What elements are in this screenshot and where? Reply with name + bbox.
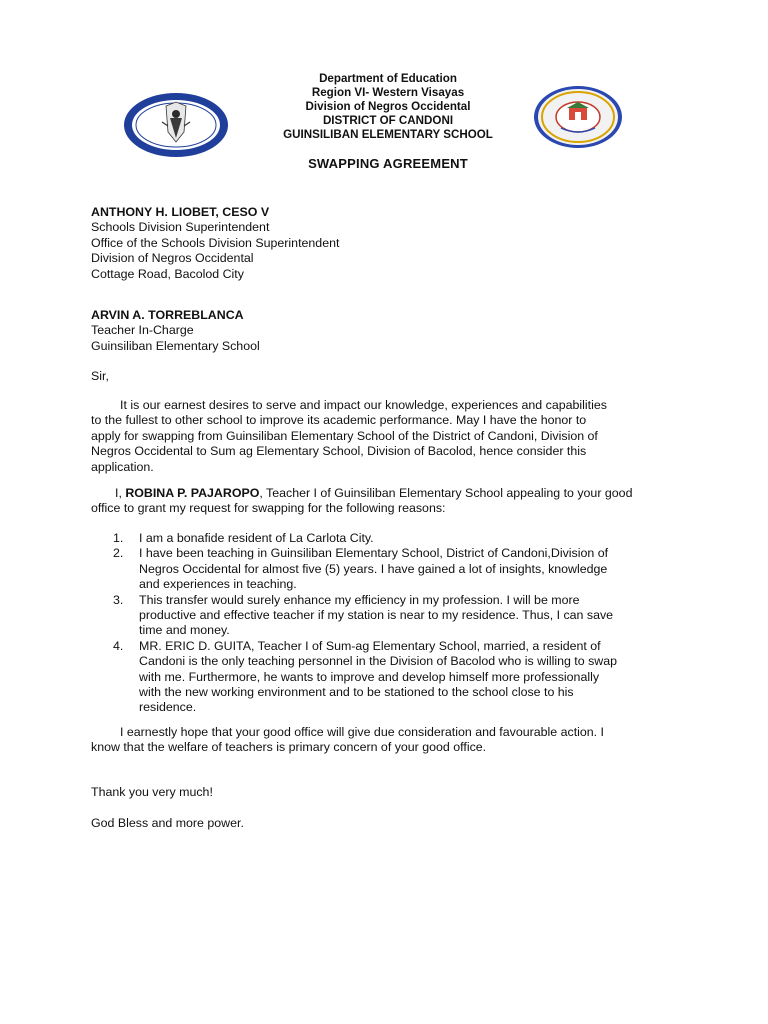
closing-blessing: God Bless and more power. xyxy=(91,816,244,830)
paragraph-line: apply for swapping from Guinsiliban Elementary School of the District of Candoni, Division of xyxy=(91,428,598,443)
deped-seal-logo xyxy=(122,92,230,158)
paragraph-intro xyxy=(91,398,681,475)
paragraph-request xyxy=(91,725,681,756)
letterhead-school: GUINSILIBAN ELEMENTARY SCHOOL xyxy=(283,128,493,141)
paragraph-line: know that the welfare of teachers is primary concern of your good office. xyxy=(91,740,487,755)
via-line: Teacher In-Charge xyxy=(91,323,194,338)
school-seal-logo xyxy=(531,84,625,150)
letterhead-region: Region VI- Western Visayas xyxy=(311,86,465,99)
salutation: Sir, xyxy=(91,369,109,383)
paragraph-line: It is our earnest desires to serve and impact our knowledge, experiences and capabilities xyxy=(120,398,607,412)
letterhead-department: Department of Education xyxy=(319,72,457,85)
list-number: 3. xyxy=(113,592,124,607)
paragraph-line: office to grant my request for swapping for the following reasons: xyxy=(91,501,446,516)
paragraph-line: application. xyxy=(91,459,154,474)
paragraph-line: I earnestly hope that your good office will give due consideration and favourable action. I xyxy=(120,725,605,739)
list-line: with me. Furthermore, he wants to improve and develop himself more professionally xyxy=(139,669,600,684)
list-line: I have been teaching in Guinsiliban Elementary School, District of Candoni,Division of xyxy=(139,546,609,561)
reasons-list xyxy=(91,531,671,716)
applicant-text: , Teacher I of Guinsiliban Elementary School appealing to your good xyxy=(259,486,633,500)
recipient-name: ANTHONY H. LIOBET, CESO V xyxy=(91,205,270,219)
list-line: Candoni is the only teaching personnel in the Division of Bacolod who is willing to swap xyxy=(139,654,618,669)
applicant-prefix: I, xyxy=(115,486,126,500)
list-line: time and money. xyxy=(139,623,230,638)
list-item xyxy=(91,546,671,592)
via-address xyxy=(91,308,671,354)
list-line: I am a bonafide resident of La Carlota City. xyxy=(139,531,374,545)
paragraph-line: Negros Occidental to Sum ag Elementary School, Division of Bacolod, hence consider this xyxy=(91,444,587,459)
via-line: Guinsiliban Elementary School xyxy=(91,338,260,353)
paragraph-applicant xyxy=(91,486,681,517)
via-name: ARVIN A. TORREBLANCA xyxy=(91,308,244,322)
list-number: 1. xyxy=(113,531,124,545)
list-line: MR. ERIC D. GUITA, Teacher I of Sum-ag Elementary School, married, a resident of xyxy=(139,638,601,653)
recipient-line: Cottage Road, Bacolod City xyxy=(91,266,244,281)
list-line: productive and effective teacher if my station is near to my residence. Thus, I can save xyxy=(139,608,614,623)
list-line: Negros Occidental for almost five (5) years. I have gained a lot of insights, knowledge xyxy=(139,561,608,576)
list-line: with the new working environment and to be stationed to the school close to his xyxy=(139,685,574,700)
applicant-name: ROBINA P. PAJAROPO xyxy=(125,486,260,500)
list-number: 2. xyxy=(113,546,124,561)
letterhead xyxy=(240,72,536,142)
letterhead-division: Division of Negros Occidental xyxy=(305,100,471,113)
recipient-line: Office of the Schools Division Superintendent xyxy=(91,235,340,250)
closing-thanks: Thank you very much! xyxy=(91,785,213,799)
recipient-line: Schools Division Superintendent xyxy=(91,220,270,235)
list-item xyxy=(91,639,671,716)
list-line: This transfer would surely enhance my efficiency in my profession. I will be more xyxy=(139,592,580,607)
paragraph-line: to the fullest to other school to improve its academic performance. May I have the honor to xyxy=(91,413,587,428)
list-item xyxy=(91,593,671,639)
document-title: SWAPPING AGREEMENT xyxy=(308,156,468,171)
recipient-line: Division of Negros Occidental xyxy=(91,251,254,266)
list-line: residence. xyxy=(139,700,197,715)
list-line: and experiences in teaching. xyxy=(139,577,297,592)
list-number: 4. xyxy=(113,638,124,653)
list-item xyxy=(91,531,671,546)
letterhead-district: DISTRICT OF CANDONI xyxy=(322,114,454,127)
recipient-address xyxy=(91,205,671,282)
